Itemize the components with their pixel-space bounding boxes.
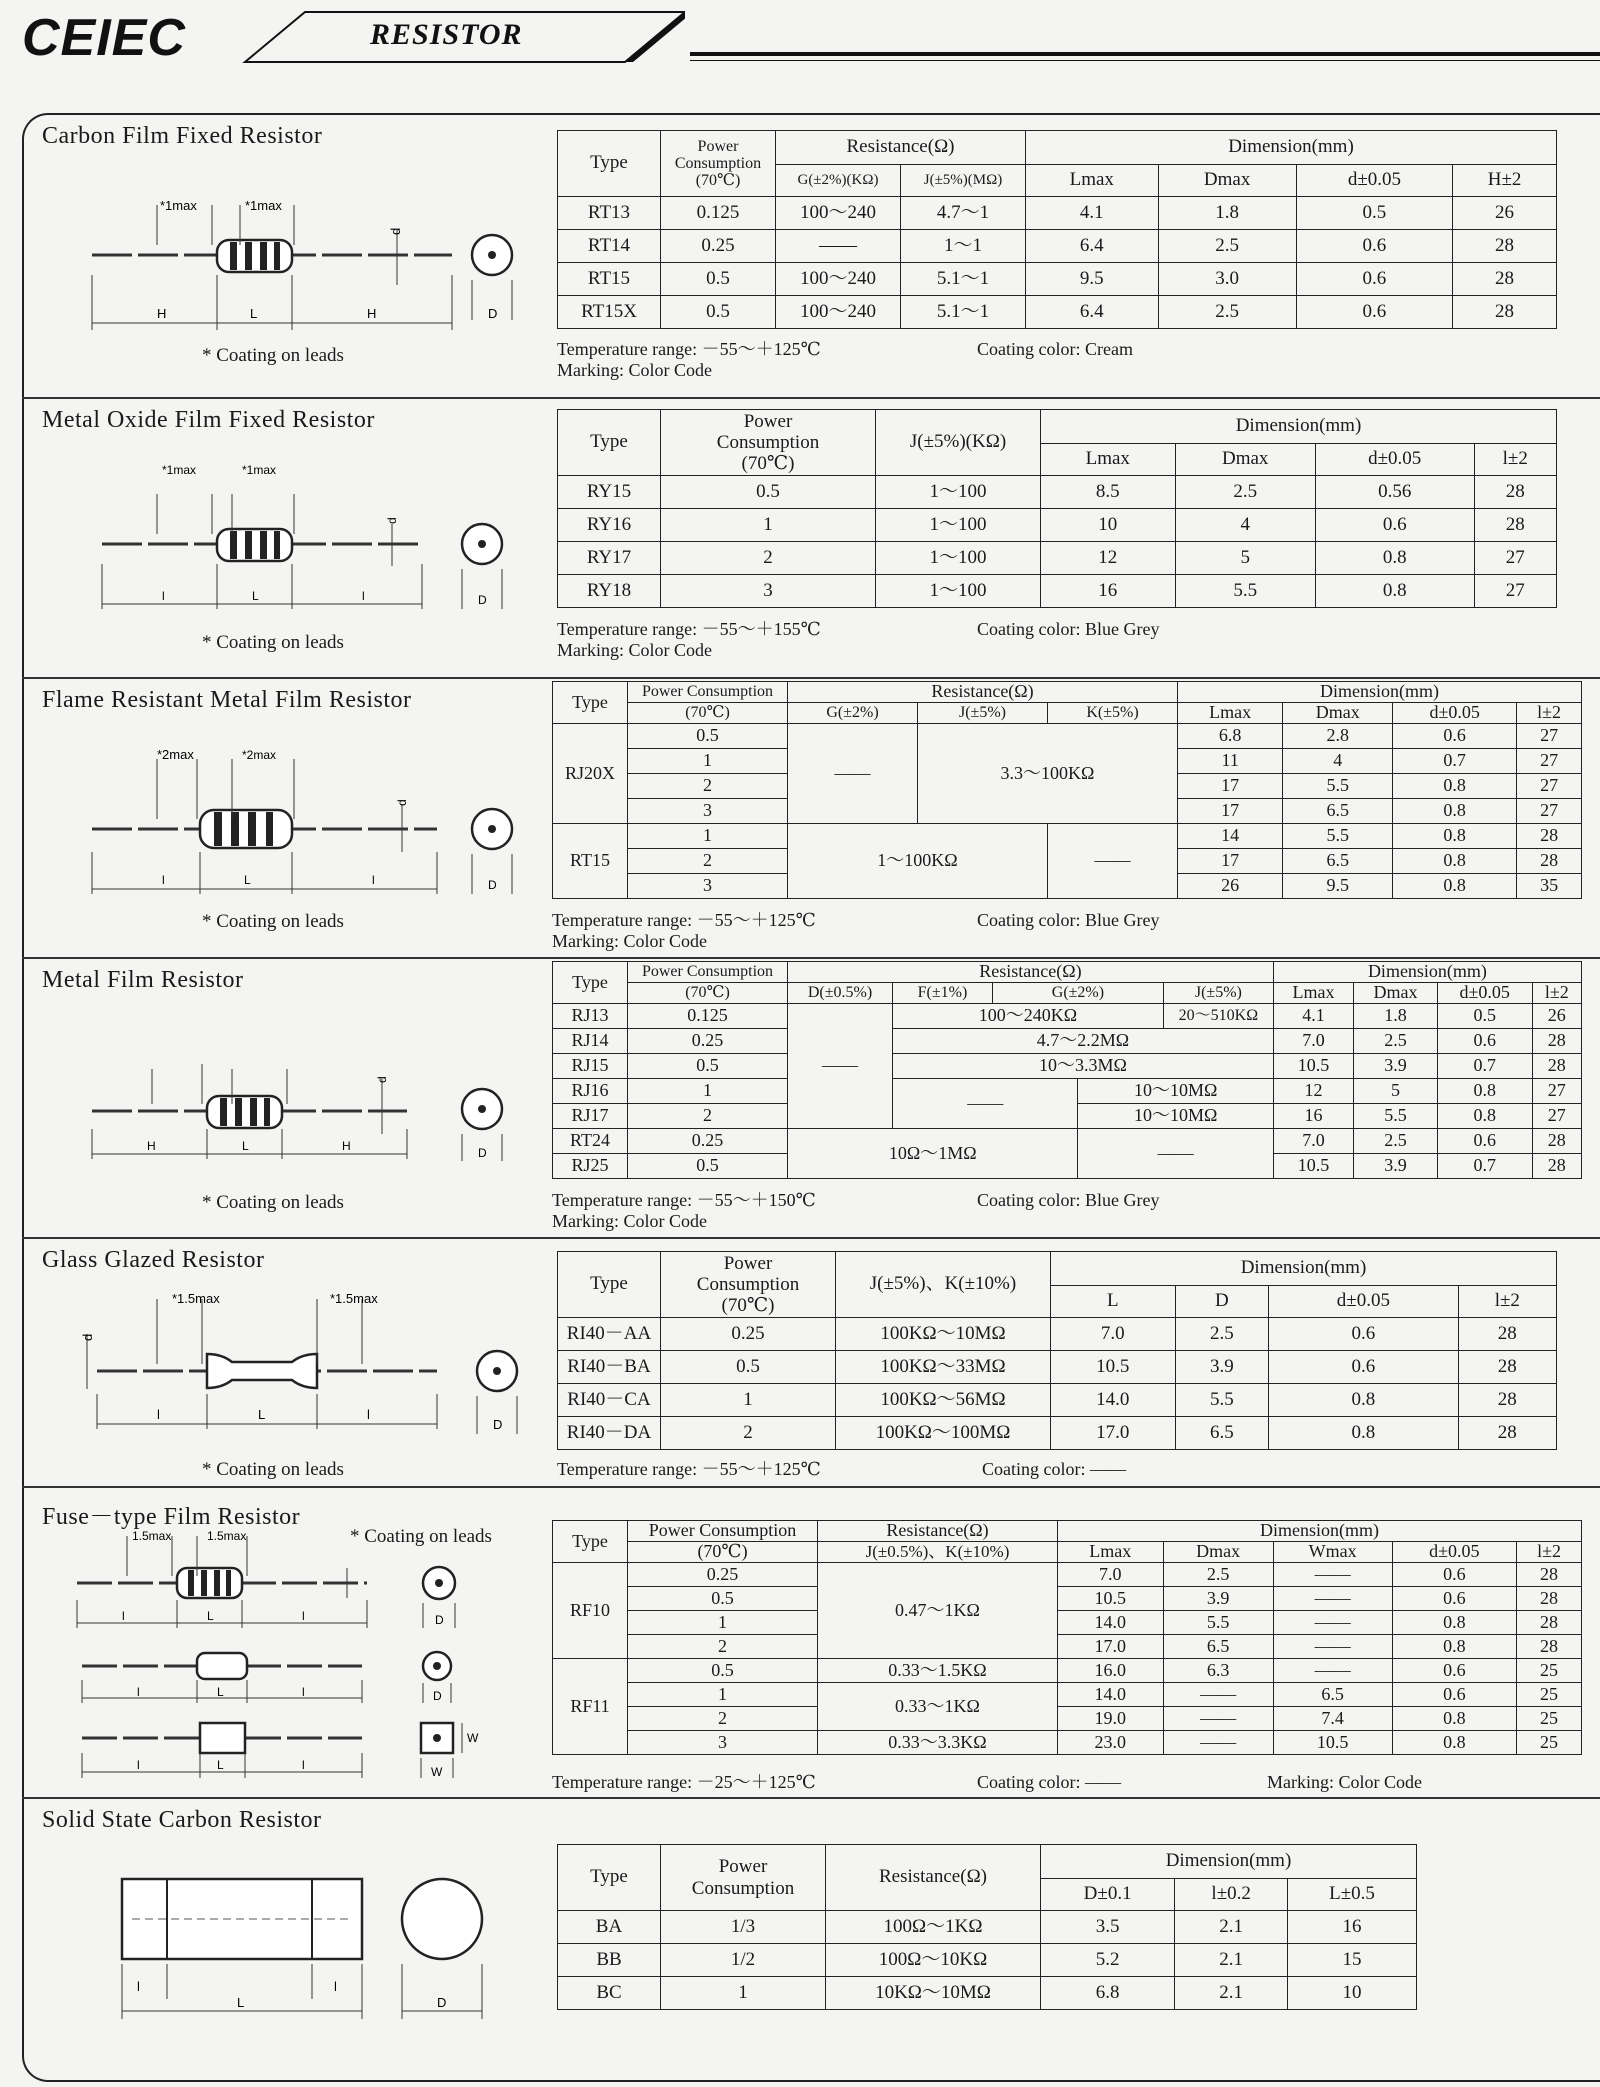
section-title: Metal Oxide Film Fixed Resistor: [42, 407, 375, 433]
dim-label: l: [372, 873, 375, 887]
col-header: D: [1175, 1286, 1269, 1318]
col-header: l±2: [1517, 703, 1582, 724]
dim-label: l: [362, 589, 365, 603]
col-header: Lmax: [1178, 703, 1283, 724]
spec-notes: [557, 1459, 1126, 1480]
col-header: Dimension(mm): [1041, 410, 1557, 444]
col-header: K(±5%): [1048, 703, 1178, 724]
dim-label: l: [162, 873, 165, 887]
table-row: RJ15 0.5 10～3.3MΩ 10.5 3.9 0.7 28: [553, 1054, 1582, 1079]
col-header: Dmax: [1354, 983, 1438, 1004]
marking: Marking: Color Code: [552, 931, 707, 951]
section-glass-glazed: [22, 1239, 1600, 1486]
col-header: Type: [553, 962, 628, 1004]
coating-note: * Coating on leads: [202, 1459, 344, 1480]
col-header: (70℃): [628, 703, 788, 724]
col-header: Dmax: [1158, 165, 1296, 197]
table-row: 1 11 4 0.7 27: [553, 749, 1582, 774]
col-header: l±2: [1474, 444, 1556, 476]
table-row: RY15 0.5 1～100 8.5 2.5 0.56 28: [558, 476, 1557, 509]
table-row: BB 1/2 100Ω～10KΩ 5.2 2.1 15: [558, 1944, 1417, 1977]
table-row: RF11 0.5 0.33～1.5KΩ 16.0 6.3 —— 0.6 25: [553, 1659, 1582, 1683]
resistor-drawing: [62, 454, 522, 634]
spec-notes: [557, 619, 1159, 661]
table-row: RJ14 0.25 4.7～2.2MΩ 7.0 2.5 0.6 28: [553, 1029, 1582, 1054]
col-header: Wmax: [1273, 1542, 1392, 1563]
dim-label: L: [242, 1139, 249, 1153]
col-header: Resistance(Ω): [826, 1845, 1041, 1911]
spec-notes: [552, 910, 1159, 952]
dim-label: l: [334, 1979, 337, 1994]
col-header: l±2: [1517, 1542, 1582, 1563]
table-row: 0.5 10.5 3.9 —— 0.6 28: [553, 1587, 1582, 1611]
col-header: d±0.05: [1393, 703, 1517, 724]
table-row: RT15 0.5 100～240 5.1～1 9.5 3.0 0.6 28: [558, 263, 1557, 296]
coating-note: * Coating on leads: [202, 632, 344, 653]
table-row: RI40－AA 0.25 100KΩ～10MΩ 7.0 2.5 0.6 28: [558, 1318, 1557, 1351]
spec-notes: [552, 1772, 1422, 1793]
col-header: J(±5%): [918, 703, 1048, 724]
col-header: J(±5%)、K(±10%): [836, 1252, 1051, 1318]
coating-color: Coating color: ——: [982, 1459, 1126, 1479]
col-header: L±0.5: [1288, 1879, 1417, 1911]
brand-logo: CEIEC: [22, 9, 186, 67]
col-header: Power Consumption (70℃): [661, 1252, 836, 1318]
table-row: 1 14.0 5.5 —— 0.8 28: [553, 1611, 1582, 1635]
temperature-range: Temperature range: －55～＋125℃: [557, 339, 821, 359]
dim-label: D: [437, 1995, 447, 2010]
spec-notes: [552, 1190, 1159, 1232]
col-header: D(±0.5%): [788, 983, 893, 1004]
col-header: Power Consumption (70℃): [661, 131, 776, 197]
section-title: Carbon Film Fixed Resistor: [42, 123, 323, 149]
table-row: 2 19.0 —— 7.4 0.8 25: [553, 1707, 1582, 1731]
col-header: Resistance(Ω): [788, 682, 1178, 703]
col-header: Type: [553, 682, 628, 724]
col-header: Resistance(Ω): [818, 1521, 1058, 1542]
col-header: Power Consumption: [628, 962, 788, 983]
dim-label: D: [493, 1417, 503, 1432]
temperature-range: Temperature range: －55～＋155℃: [557, 619, 821, 639]
coating-color: Coating color: Blue Grey: [977, 1190, 1160, 1210]
col-header: Power Consumption (70℃): [661, 410, 876, 476]
table-row: RJ25 0.5 10.5 3.9 0.7 28: [553, 1154, 1582, 1179]
table-row: RJ20X 0.5 —— 3.3～100KΩ 6.8 2.8 0.6 27: [553, 724, 1582, 749]
table-row: RI40－DA 2 100KΩ～100MΩ 17.0 6.5 0.8 28: [558, 1417, 1557, 1450]
dim-label: W: [467, 1731, 479, 1745]
table-row: BC 1 10KΩ～10MΩ 6.8 2.1 10: [558, 1977, 1417, 2010]
coating-color: Coating color: Cream: [977, 339, 1133, 359]
col-header: Resistance(Ω): [788, 962, 1274, 983]
dim-label: H: [147, 1139, 156, 1153]
spec-table: [552, 961, 1582, 1179]
dim-label: H: [157, 306, 167, 321]
col-header: Dimension(mm): [1026, 131, 1557, 165]
dim-label: L: [237, 1995, 245, 2010]
col-header: Lmax: [1026, 165, 1159, 197]
section-title: Fuse－type Film Resistor: [42, 1504, 301, 1530]
table-row: 2 17.0 6.5 —— 0.8 28: [553, 1635, 1582, 1659]
table-row: RI40－BA 0.5 100KΩ～33MΩ 10.5 3.9 0.6 28: [558, 1351, 1557, 1384]
table-row: RY17 2 1～100 12 5 0.8 27: [558, 542, 1557, 575]
coating-note: * Coating on leads: [202, 911, 344, 932]
dim-label: *2max: [157, 747, 194, 762]
dim-label: l: [162, 589, 165, 603]
resistor-drawing: [57, 1528, 497, 1788]
coating-note: * Coating on leads: [202, 1192, 344, 1213]
dim-label: *1max: [162, 463, 197, 477]
col-header: (70℃): [628, 1542, 818, 1563]
dim-label: L: [207, 1609, 214, 1623]
col-header: d±0.05: [1296, 165, 1452, 197]
table-row: RT13 0.125 100～240 4.7～1 4.1 1.8 0.5 26: [558, 197, 1557, 230]
dim-label: l: [302, 1685, 305, 1699]
table-row: RT15 1 1～100KΩ —— 14 5.5 0.8 28: [553, 824, 1582, 849]
col-header: (70℃): [628, 983, 788, 1004]
dim-label: *1.5max: [172, 1291, 220, 1306]
col-header: Type: [558, 131, 661, 197]
col-header: Dmax: [1175, 444, 1315, 476]
col-header: Dimension(mm): [1273, 962, 1581, 983]
spec-table: [557, 130, 1557, 329]
dim-label: *2max: [242, 748, 277, 762]
dim-label: L: [217, 1758, 224, 1772]
col-header: J(±5%)(MΩ): [901, 165, 1026, 197]
section-title: Metal Film Resistor: [42, 967, 244, 993]
dim-label: *1max: [242, 463, 277, 477]
col-header: Type: [558, 1845, 661, 1911]
dim-label: d: [375, 1076, 389, 1083]
col-header: Type: [558, 1252, 661, 1318]
col-header: Resistance(Ω): [776, 131, 1026, 165]
col-header: Dmax: [1163, 1542, 1273, 1563]
dim-label: H: [342, 1139, 351, 1153]
table-row: RJ13 0.125 —— 100～240KΩ 20～510KΩ 4.1 1.8 0.5 26: [553, 1004, 1582, 1029]
dim-label: D: [488, 878, 497, 892]
header-rule: [690, 52, 1600, 56]
table-row: 3 0.33～3.3KΩ 23.0 —— 10.5 0.8 25: [553, 1731, 1582, 1755]
marking: Marking: Color Code: [552, 1211, 707, 1231]
col-header: l±2: [1458, 1286, 1556, 1318]
col-header: Type: [553, 1521, 628, 1563]
spec-table: [557, 409, 1557, 608]
resistor-drawing: [72, 1869, 512, 2049]
table-row: RY16 1 1～100 10 4 0.6 28: [558, 509, 1557, 542]
dim-label: l: [302, 1758, 305, 1772]
col-header: Lmax: [1058, 1542, 1164, 1563]
dim-label: l: [302, 1609, 305, 1623]
col-header: J(±0.5%)、K(±10%): [818, 1542, 1058, 1563]
resistor-drawing: [72, 1049, 522, 1189]
dim-label: L: [250, 306, 258, 321]
dim-label: L: [252, 589, 259, 603]
table-row: 3 26 9.5 0.8 35: [553, 874, 1582, 899]
coating-color: Coating color: Blue Grey: [977, 910, 1160, 930]
col-header: G(±2%): [993, 983, 1164, 1004]
col-header: d±0.05: [1269, 1286, 1458, 1318]
table-row: RT15X 0.5 100～240 5.1～1 6.4 2.5 0.6 28: [558, 296, 1557, 329]
dim-label: *1.5max: [330, 1291, 378, 1306]
banner-title: RESISTOR: [370, 18, 523, 51]
dim-label: D: [478, 593, 487, 607]
table-row: RT14 0.25 —— 1～1 6.4 2.5 0.6 28: [558, 230, 1557, 263]
dim-label: D: [435, 1613, 444, 1627]
page-header: [0, 0, 1600, 80]
col-header: l±0.2: [1175, 1879, 1288, 1911]
section-title: Flame Resistant Metal Film Resistor: [42, 687, 412, 713]
dim-label: l: [367, 1407, 370, 1422]
col-header: Lmax: [1041, 444, 1176, 476]
coating-color: Coating color: Blue Grey: [977, 619, 1160, 639]
col-header: Dimension(mm): [1051, 1252, 1557, 1286]
dim-label: L: [258, 1407, 266, 1422]
table-row: RY18 3 1～100 16 5.5 0.8 27: [558, 575, 1557, 608]
table-row: RF10 0.25 0.47～1KΩ 7.0 2.5 —— 0.6 28: [553, 1563, 1582, 1587]
dim-label: W: [431, 1765, 443, 1779]
col-header: l±2: [1532, 983, 1581, 1004]
temperature-range: Temperature range: －25～＋125℃: [552, 1772, 816, 1792]
section-flame-resistant: [22, 679, 1600, 957]
dim-label: 1.5max: [207, 1529, 247, 1543]
temperature-range: Temperature range: －55～＋125℃: [557, 1459, 821, 1479]
col-header: d±0.05: [1392, 1542, 1516, 1563]
col-header: Type: [558, 410, 661, 476]
table-row: BA 1/3 100Ω～1KΩ 3.5 2.1 16: [558, 1911, 1417, 1944]
section-carbon-film: [22, 115, 1600, 397]
col-header: G(±2%): [788, 703, 918, 724]
dim-label: L: [217, 1685, 224, 1699]
resistor-drawing: [62, 734, 522, 914]
dim-label: l: [137, 1685, 140, 1699]
section-title: Solid State Carbon Resistor: [42, 1807, 322, 1833]
section-solid-state: [22, 1799, 1600, 2069]
dim-label: H: [367, 306, 377, 321]
col-header: d±0.05: [1437, 983, 1532, 1004]
spec-notes: [557, 339, 1133, 381]
col-header: Dimension(mm): [1041, 1845, 1417, 1879]
section-title: Glass Glazed Resistor: [42, 1247, 265, 1273]
table-row: RJ17 2 10～10MΩ 16 5.5 0.8 27: [553, 1104, 1582, 1129]
dim-label: D: [488, 306, 498, 321]
table-row: 1 0.33～1KΩ 14.0 —— 6.5 0.6 25: [553, 1683, 1582, 1707]
dim-label: *1max: [160, 198, 197, 213]
dim-label: D: [478, 1146, 487, 1160]
spec-table: [552, 681, 1582, 899]
table-row: 3 17 6.5 0.8 27: [553, 799, 1582, 824]
table-row: RT24 0.25 10Ω～1MΩ —— 7.0 2.5 0.6 28: [553, 1129, 1582, 1154]
spec-table: [552, 1520, 1582, 1755]
dim-label: *1max: [245, 198, 282, 213]
col-header: H±2: [1453, 165, 1557, 197]
spec-table: [557, 1251, 1557, 1450]
table-row: 2 17 5.5 0.8 27: [553, 774, 1582, 799]
marking: Marking: Color Code: [1267, 1772, 1422, 1792]
coating-color: Coating color: ——: [977, 1772, 1121, 1792]
dim-label: L: [244, 873, 251, 887]
dim-label: l: [157, 1407, 160, 1422]
col-header: Dmax: [1283, 703, 1393, 724]
section-metal-oxide: [22, 399, 1600, 677]
col-header: d±0.05: [1315, 444, 1474, 476]
col-header: L: [1051, 1286, 1176, 1318]
col-header: Dimension(mm): [1178, 682, 1582, 703]
section-fuse-type: [22, 1488, 1600, 1797]
dim-label: 1.5max: [132, 1529, 172, 1543]
col-header: D±0.1: [1041, 1879, 1175, 1911]
dim-label: l: [122, 1609, 125, 1623]
dim-label: d: [385, 517, 399, 524]
table-row: RI40－CA 1 100KΩ～56MΩ 14.0 5.5 0.8 28: [558, 1384, 1557, 1417]
col-header: F(±1%): [893, 983, 993, 1004]
col-header: G(±2%)(KΩ): [776, 165, 901, 197]
resistor-drawing: [62, 1279, 522, 1454]
dim-label: l: [137, 1979, 140, 1994]
temperature-range: Temperature range: －55～＋125℃: [552, 910, 816, 930]
marking: Marking: Color Code: [557, 640, 712, 660]
col-header: Power Consumption: [628, 1521, 818, 1542]
coating-note: * Coating on leads: [202, 345, 344, 366]
coating-note: * Coating on leads: [350, 1526, 492, 1547]
section-metal-film: [22, 959, 1600, 1237]
col-header: Power Consumption: [661, 1845, 826, 1911]
col-header: Dimension(mm): [1058, 1521, 1582, 1542]
table-row: RJ16 1 —— 10～10MΩ 12 5 0.8 27: [553, 1079, 1582, 1104]
temperature-range: Temperature range: －55～＋150℃: [552, 1190, 816, 1210]
col-header: Power Consumption: [628, 682, 788, 703]
dim-label: D: [433, 1689, 442, 1703]
dim-label: d: [395, 799, 409, 806]
dim-label: d: [388, 227, 403, 235]
dim-label: d: [80, 1333, 95, 1341]
spec-table: [557, 1844, 1417, 2010]
dim-label: l: [137, 1758, 140, 1772]
col-header: J(±5%)(KΩ): [876, 410, 1041, 476]
header-rule-thin: [690, 60, 1600, 61]
col-header: J(±5%): [1163, 983, 1273, 1004]
table-row: 2 17 6.5 0.8 28: [553, 849, 1582, 874]
resistor-drawing: [62, 185, 522, 360]
marking: Marking: Color Code: [557, 360, 712, 380]
col-header: Lmax: [1273, 983, 1353, 1004]
